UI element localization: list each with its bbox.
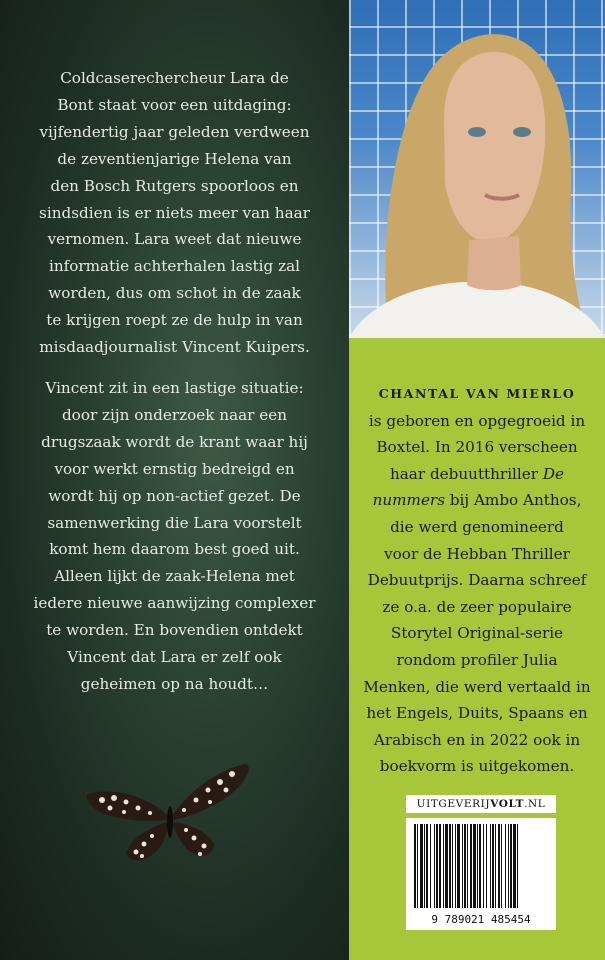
barcode-bar [498, 824, 500, 908]
bio-line: haar debuutthriller De [389, 464, 565, 483]
butterfly-left-forewing [87, 791, 168, 820]
barcode-bar [510, 824, 512, 908]
blurb-line: misdaadjournalist Vincent Kuipers. [39, 338, 310, 357]
barcode-bar [464, 824, 466, 908]
bio-line: Storytel Original-serie [390, 624, 564, 643]
publisher-prefix: UITGEVERIJ [416, 798, 491, 810]
blurb-line: worden, dus om schot in de zaak [48, 284, 301, 303]
barcode-bar [483, 824, 484, 908]
blurb-line: samenwerking die Lara voorstelt [47, 513, 302, 532]
barcode-bar [424, 824, 425, 908]
barcode-bar [452, 824, 453, 908]
barcode-bar [449, 824, 451, 908]
barcode-bar [434, 824, 435, 908]
blurb-line: Vincent dat Lara er zelf ook [67, 648, 282, 667]
butterfly-right-forewing [172, 764, 249, 820]
blurb-line: door zijn onderzoek naar een [61, 405, 288, 424]
barcode-bar [414, 824, 416, 908]
butterfly-body [167, 806, 173, 838]
barcode-bar [513, 824, 516, 908]
blurb-line: voor werkt ernstig bedreigd en [54, 459, 295, 478]
barcode-bar [445, 824, 448, 908]
barcode-bar [430, 824, 431, 908]
bio-line: boekvorm is uitgekomen. [379, 757, 575, 776]
bio-line: ze o.a. de zeer populaire [382, 597, 572, 616]
barcode-bar [467, 824, 468, 908]
bio-line: het Engels, Duits, Spaans en [366, 704, 588, 723]
barcode-bar [420, 824, 423, 908]
barcode-bar [473, 824, 476, 908]
bio-line: Arabisch en in 2022 ook in [373, 730, 581, 749]
barcode-bar [417, 824, 418, 908]
bio-line: is geboren en opgegroeid in [368, 411, 586, 430]
barcode-bar [501, 824, 502, 908]
author-bio [349, 381, 605, 780]
publisher-label [406, 795, 556, 813]
author-name: CHANTAL VAN MIERLO [378, 386, 576, 401]
blurb-line: te worden. En bovendien ontdekt [46, 621, 303, 640]
barcode-bar [462, 824, 463, 908]
blurb-line: wordt hij op non-actief gezet. De [48, 486, 301, 505]
barcode-bar [486, 824, 487, 908]
butterfly-illustration [80, 758, 256, 878]
bio-line: rondom profiler Julia [396, 650, 558, 669]
blurb-line: Bont staat voor een uitdaging: [57, 95, 292, 114]
blurb-line: Vincent zit in een lastige situatie: [45, 379, 304, 397]
barcode-bar [457, 824, 460, 908]
publisher-suffix: .NL [524, 798, 546, 810]
blurb-line: informatie achterhalen lastig zal [48, 257, 300, 276]
barcode-bar [436, 824, 438, 908]
isbn-barcode [406, 818, 556, 930]
blurb-line: komt hem daarom best goed uit. [49, 540, 300, 559]
blurb-line: te krijgen roept ze de hulp in van [46, 311, 303, 330]
blurb-line: Alleen lijkt de zaak-Helena met [54, 567, 295, 586]
barcode-bars [412, 824, 550, 908]
publisher-brand: VOLT [490, 798, 525, 810]
blurb-line: vernomen. Lara weet dat nieuwe [47, 230, 302, 249]
blurb-paragraph-2 [0, 375, 349, 698]
barcode-bar [477, 824, 478, 908]
blurb-line: vijfendertig jaar geleden verdween [39, 122, 310, 141]
barcode-bar [426, 824, 428, 908]
butterfly-left-hindwing [126, 822, 168, 860]
isbn-number: 9 789021 485454 [431, 913, 531, 926]
barcode-bar [492, 824, 494, 908]
barcode-bar [508, 824, 509, 908]
bio-line: voor de Hebban Thriller [384, 544, 570, 563]
blurb-line: Coldcaserechercheur Lara de [60, 69, 289, 87]
barcode-bar [490, 824, 491, 908]
barcode-bar [479, 824, 481, 908]
barcode-bar [439, 824, 441, 908]
blurb-line: iedere nieuwe aanwijzing complexer [33, 594, 316, 613]
author-portrait [349, 0, 605, 338]
blurb-line: drugszaak wordt de krant waar hij [41, 432, 308, 451]
bio-line: nummers bij Ambo Anthos, [372, 491, 582, 510]
blurb-line: geheimen op na houdt… [80, 674, 269, 693]
author-photo [349, 0, 605, 338]
bio-line: die werd genomineerd [390, 517, 564, 536]
bio-line: Debuutprijs. Daarna schreef [367, 571, 587, 590]
barcode-bar [517, 824, 518, 908]
blurb-paragraph-1 [0, 65, 349, 361]
bio-line: Boxtel. In 2016 verscheen [376, 438, 578, 457]
butterfly-right-hindwing [173, 822, 214, 856]
barcode-bar [443, 824, 444, 908]
barcode-bar [495, 824, 496, 908]
barcode-bar [455, 824, 456, 908]
blurb-line: den Bosch Rutgers spoorloos en [50, 176, 299, 195]
barcode-bar [505, 824, 506, 908]
blurb-line: sindsdien is er niets meer van haar [39, 203, 310, 222]
blurb-line: de zeventienjarige Helena van [57, 149, 292, 168]
bio-line: Menken, die werd vertaald in [363, 677, 591, 696]
barcode-bar [470, 824, 472, 908]
